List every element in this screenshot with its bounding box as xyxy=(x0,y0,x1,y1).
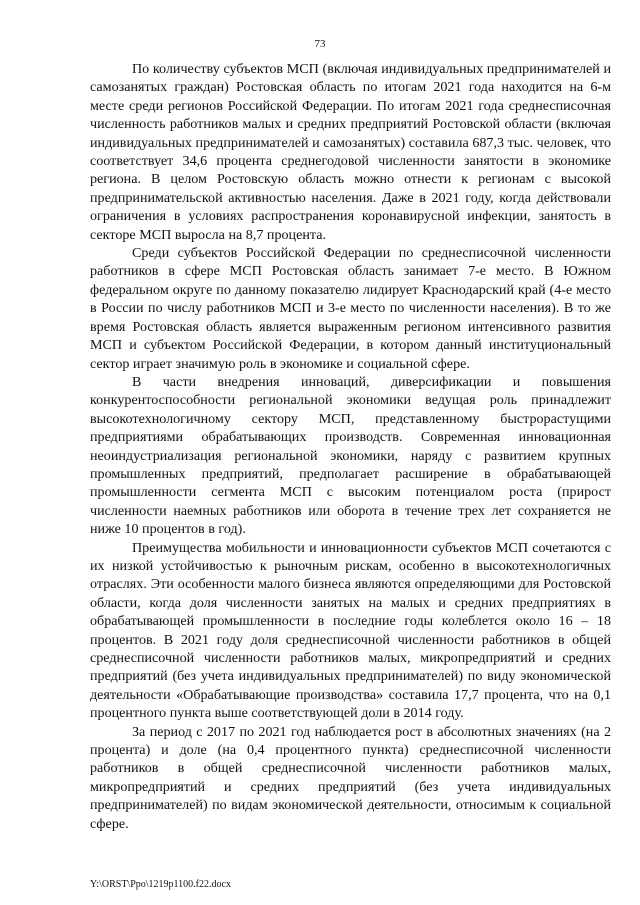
paragraph-social-sphere: За период с 2017 по 2021 год наблюдается рост в абсолютных значениях (на 2 процента) и доле (на 0,4 процентного пункта) среднесписочной численности работников в общей среднесписочной численности работников малых, микропредприятий и средних предприятий (без учета индивидуальных предпринимателей) по видам экономической деятельности, относимым к социальной сфере. xyxy=(90,723,611,832)
paragraph-mobility-risks: Преимущества мобильности и инновационности субъектов МСП сочетаются с их низкой устойчивостью к рыночным рискам, особенно в высокотехнологичных отраслях. Эти особенности малого бизнеса являются определяющими для Ростовской области, когда доля численности занятых на малых и средних предприятиях в обрабатывающей промышленности в последние годы колеблется около 16 – 18 процентов. В 2021 году доля среднесписочной численности работников в общей среднесписочной численности работников малых, микропредприятий и средних предприятий (без учета индивидуальных предпринимателей) по виду экономической деятельности «Обрабатывающие производства» составила 17,7 процента, что на 0,1 процентного пункта выше соответствующей доли в 2014 году. xyxy=(90,539,611,722)
document-body xyxy=(90,60,611,833)
paragraph-smb-ranking: По количеству субъектов МСП (включая индивидуальных предпринимателей и самозанятых граждан) Ростовская область по итогам 2021 года находится на 6-м месте среди регионов Российской Федерации. По итогам 2021 года среднесписочная численность работников малых и средних предприятий Ростовской области (включая индивидуальных предпринимателей и самозанятых) составила 687,3 тыс. человек, что соответствует 34,6 процента среднегодовой численности занятости в экономике региона. В целом Ростовскую область можно отнести к регионам с высокой предпринимательской активностью населения. Даже в 2021 году, когда действовали ограничения в условиях распространения коронавирусной инфекции, занятость в секторе МСП выросла на 8,7 процента. xyxy=(90,61,611,243)
page-number: 73 xyxy=(314,38,326,50)
paragraph-employment-rank: Среди субъектов Российской Федерации по среднесписочной численности работников в сфере МСП Ростовская область занимает 7-е место. В Южном федеральном округе по данному показателю лидирует Краснодарский край (4-е место в России по числу работников МСП и 3-е место по численности населения). В то же время Ростовская область является выраженным регионом интенсивного развития МСП и субъектом Российской Федерации, в котором данный институциональный сектор играет значимую роль в экономике и социальной сфере. xyxy=(90,245,611,372)
file-path-footer: Y:\ORST\Ppo\1219p1100.f22.docx xyxy=(90,879,231,890)
paragraph-innovation: В части внедрения инноваций, диверсификации и повышения конкурентоспособности региональной экономики ведущая роль принадлежит высокотехнологичному сектору МСП, представленному быстрорастущими предприятиями обрабатывающих производств. Современная инновационная неоиндустриализация региональной экономики, наряду с развитием крупных промышленных предприятий, предполагает расширение в обрабатывающей промышленности сегмента МСП с высоким потенциалом роста (прирост численности наемных работников или оборота в течение трех лет сохраняется не ниже 10 процентов в год). xyxy=(90,373,611,538)
